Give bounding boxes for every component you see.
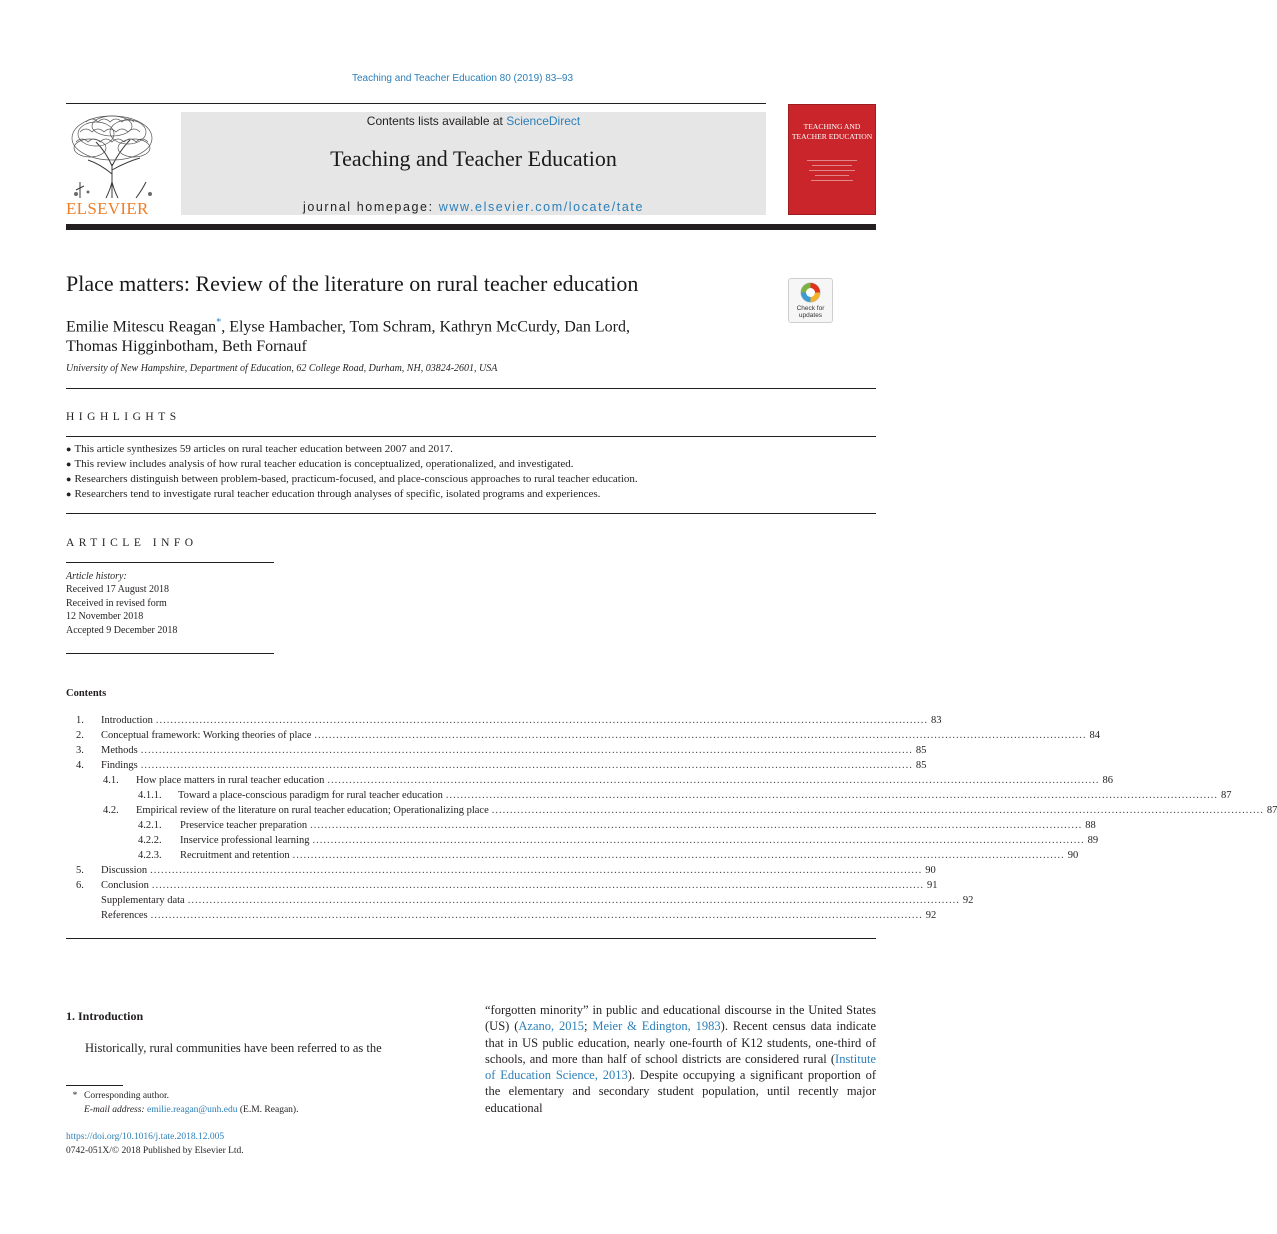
- toc-row[interactable]: 3. Methods ..................................................................................................................................................................................................................... 85: [76, 745, 927, 756]
- intro-paragraph-left: Historically, rural communities have been referred to as the: [85, 1041, 382, 1055]
- elsevier-wordmark: ELSEVIER: [66, 199, 149, 218]
- cover-title: TEACHING AND TEACHER EDUCATION: [791, 122, 873, 141]
- history-line: Received in revised form: [66, 597, 167, 609]
- coauthors: , Elyse Hambacher, Tom Schram, Kathryn McCurdy, Dan Lord,: [221, 318, 630, 336]
- highlight-item: ● Researchers distinguish between problem-based, practicum-focused, and place-conscious approaches to rural teacher education.: [66, 473, 638, 485]
- coauthors-line2: Thomas Higginbotham, Beth Fornauf: [66, 338, 307, 356]
- journal-homepage: journal homepage: www.elsevier.com/locate/tate: [302, 200, 645, 214]
- section-heading-introduction: 1. Introduction: [66, 1009, 144, 1023]
- title-rule: [66, 388, 876, 389]
- toc-row[interactable]: 6. Conclusion ..................................................................................................................................................................................................................... 91: [76, 880, 938, 891]
- citation-link[interactable]: Institute of Education Science, 2013: [485, 1051, 876, 1083]
- highlights-heading: HIGHLIGHTS: [66, 411, 181, 423]
- header-top-rule: [66, 103, 766, 104]
- article-info-bottom-rule: [66, 653, 274, 654]
- author-email-link[interactable]: emilie.reagan@unh.edu: [146, 1104, 238, 1115]
- toc-row[interactable]: 1. Introduction ..................................................................................................................................................................................................................... 83: [76, 715, 942, 726]
- contents-bottom-rule: [66, 938, 876, 939]
- history-line: Received 17 August 2018: [66, 584, 170, 596]
- homepage-link[interactable]: www.elsevier.com/locate/tate: [438, 200, 645, 214]
- sciencedirect-link[interactable]: ScienceDirect: [506, 114, 581, 128]
- affiliation: University of New Hampshire, Department of Education, 62 College Road, Durham, NH, 03824-2601, USA: [66, 363, 498, 374]
- toc-row[interactable]: 5. Discussion ..................................................................................................................................................................................................................... 90: [76, 865, 936, 876]
- toc-row[interactable]: 4.2. Empirical review of the literature on rural teacher education; Operationalizing place ..................................................................................................................................................................................................................... 87: [103, 805, 1277, 816]
- check-for-updates-badge[interactable]: [788, 278, 833, 323]
- highlights-top-rule: [66, 436, 876, 437]
- author-list: [66, 313, 766, 357]
- footnote-rule: [66, 1085, 123, 1086]
- toc-row[interactable]: 4.2.2. Inservice professional learning ..................................................................................................................................................................................................................... 89: [138, 835, 1099, 846]
- intro-paragraph-right: “forgotten minority” in public and educational discourse in the United States (US) (Azano, 2015; Meier & Edington, 1983). Recent census data indicate that in US public education, nearly one-fourth of K12 students, one-third of schools, and more than half of school districts are considered rural (Institute of Education Science, 2013). Despite occupying a significant proportion of the elementary and secondary student population, until recently major educational: [485, 1003, 876, 1115]
- doi-block: [66, 1131, 244, 1158]
- first-author: Emilie Mitescu Reagan: [66, 318, 217, 336]
- journal-citation[interactable]: Teaching and Teacher Education 80 (2019) 83–93: [351, 73, 574, 84]
- highlight-item: ● This review includes analysis of how rural teacher education is conceptualized, operationalized, and investigated.: [66, 458, 574, 470]
- check-updates-icon: [800, 282, 821, 303]
- citation-link[interactable]: Meier & Edington, 1983: [592, 1019, 721, 1034]
- toc-row[interactable]: 2. Conceptual framework: Working theories of place ..................................................................................................................................................................................................................... 84: [76, 730, 1100, 741]
- toc-row[interactable]: 4.1. How place matters in rural teacher education ..................................................................................................................................................................................................................... 86: [103, 775, 1113, 786]
- contents-availability: Contents lists available at ScienceDirect: [366, 114, 581, 128]
- highlights-list: [66, 442, 876, 502]
- toc-row[interactable]: References ..................................................................................................................................................................................................................... 92: [101, 910, 937, 921]
- history-line: 12 November 2018: [66, 611, 144, 623]
- copyright-line: 0742-051X/© 2018 Published by Elsevier Ltd.: [66, 1145, 244, 1156]
- toc-row[interactable]: 4.1.1. Toward a place-conscious paradigm for rural teacher education ..................................................................................................................................................................................................................... 87: [138, 790, 1232, 801]
- footnote: * Corresponding author. E-mail address: emilie.reagan@unh.edu (E.M. Reagan).: [72, 1091, 299, 1115]
- doi-link[interactable]: https://doi.org/10.1016/j.tate.2018.12.005: [66, 1132, 225, 1142]
- header-thick-rule: [66, 224, 876, 230]
- toc-row[interactable]: 4.2.3. Recruitment and retention ..................................................................................................................................................................................................................... 90: [138, 850, 1079, 861]
- toc-row[interactable]: Supplementary data ..................................................................................................................................................................................................................... 92: [101, 895, 974, 906]
- journal-cover-image[interactable]: [788, 104, 876, 215]
- check-updates-label: Check for updates: [796, 305, 825, 319]
- highlight-item: ● This article synthesizes 59 articles on rural teacher education between 2007 and 2017.: [66, 443, 453, 455]
- highlights-bottom-rule: [66, 513, 876, 514]
- toc-row[interactable]: 4. Findings ..................................................................................................................................................................................................................... 85: [76, 760, 927, 771]
- toc-row[interactable]: 4.2.1. Preservice teacher preparation ..................................................................................................................................................................................................................... 88: [138, 820, 1096, 831]
- elsevier-tree-logo: [66, 112, 159, 199]
- history-label: Article history:: [66, 571, 127, 582]
- corresponding-author-mark[interactable]: *: [216, 317, 222, 328]
- article-history: [66, 570, 177, 637]
- citation-link[interactable]: Azano, 2015: [518, 1019, 585, 1034]
- contents-heading: Contents: [66, 688, 107, 699]
- article-title: Place matters: Review of the literature on rural teacher education: [66, 271, 639, 296]
- highlight-item: ● Researchers tend to investigate rural teacher education through analyses of specific, isolated programs and experiences.: [66, 488, 601, 500]
- article-info-top-rule: [66, 562, 274, 563]
- article-info-heading: ARTICLE INFO: [66, 537, 198, 549]
- journal-name: Teaching and Teacher Education: [330, 146, 617, 171]
- cover-decor: [788, 156, 876, 185]
- history-line: Accepted 9 December 2018: [66, 624, 178, 636]
